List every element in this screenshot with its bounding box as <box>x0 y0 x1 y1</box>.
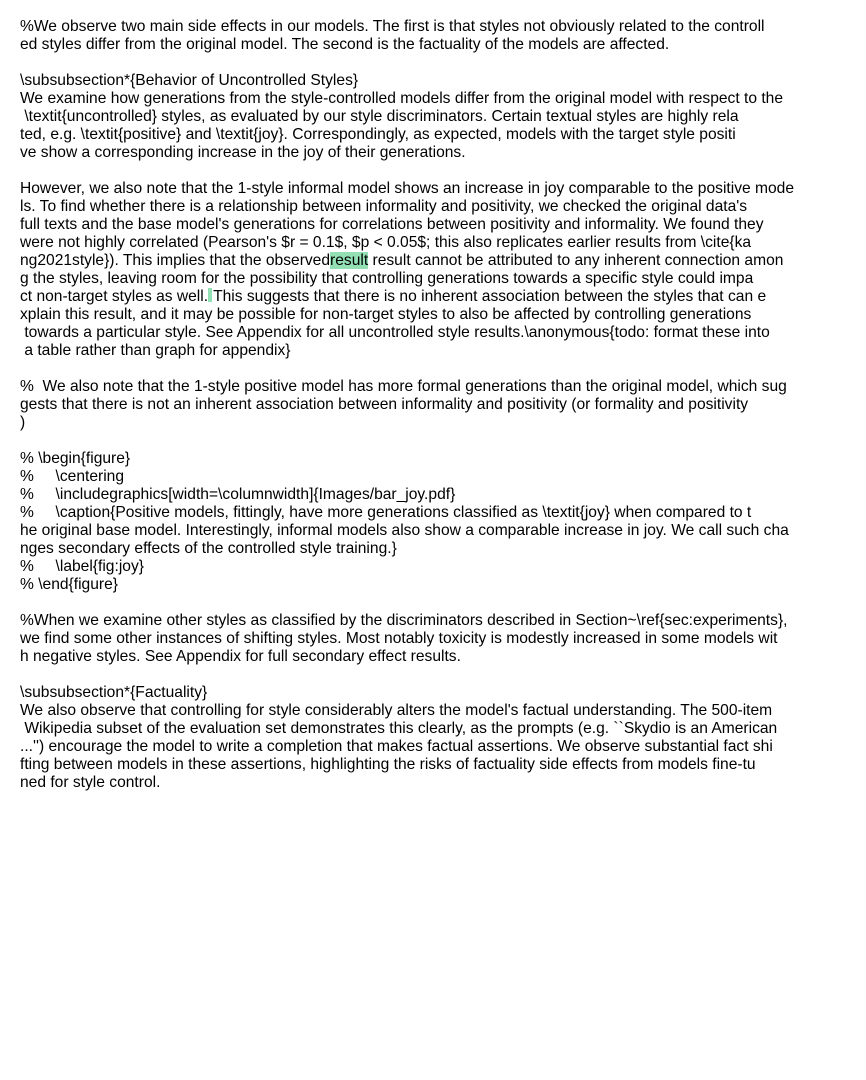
paragraph-gap <box>20 54 846 72</box>
text-segment: ng2021style}). This implies that the observed <box>20 252 331 269</box>
text-line: % \end{figure} <box>20 576 118 593</box>
paragraph <box>20 72 846 162</box>
text-line: nges secondary effects of the controlled style training.} <box>20 540 397 557</box>
highlighted-word[interactable]: result <box>330 252 369 269</box>
paragraph <box>20 684 846 792</box>
document-text[interactable] <box>20 18 846 792</box>
text-line: gests that there is not an inherent association between informality and positivity (or formality and positivity <box>20 396 749 413</box>
text-segment: This suggests that there is no inherent association between the styles that can e <box>213 288 767 305</box>
text-line: ted, e.g. \textit{positive} and \textit{joy}. Correspondingly, as expected, models with the target style positi <box>20 126 736 143</box>
text-line: fting between models in these assertions, highlighting the risks of factuality side effects from models fine-tu <box>20 756 756 773</box>
text-line: ned for style control. <box>20 774 161 791</box>
paragraph <box>20 450 846 594</box>
text-line <box>20 252 846 270</box>
text-line: \textit{uncontrolled} styles, as evaluated by our style discriminators. Certain textual styles are highly rela <box>20 108 739 125</box>
paragraph-gap <box>20 360 846 378</box>
text-segment: ct non-target styles as well. <box>20 288 209 305</box>
text-line <box>20 288 846 306</box>
text-line: we find some other instances of shifting styles. Most notably toxicity is modestly increased in some models wit <box>20 630 778 647</box>
text-line: % \includegraphics[width=\columnwidth]{Images/bar_joy.pdf} <box>20 486 456 503</box>
text-line: he original base model. Interestingly, informal models also show a comparable increase in joy. We call such cha <box>20 522 789 539</box>
paragraph-gap <box>20 666 846 684</box>
paragraph-gap <box>20 432 846 450</box>
text-line: %When we examine other styles as classified by the discriminators described in Section~\ref{sec:experiments}, <box>20 612 788 629</box>
text-line: % We also note that the 1-style positive model has more formal generations than the original model, which sug <box>20 378 787 395</box>
text-line: % \label{fig:joy} <box>20 558 144 575</box>
paragraph <box>20 612 846 666</box>
text-line: were not highly correlated (Pearson's $r = 0.1$, $p < 0.05$; this also replicates earlier results from \cite{ka <box>20 234 752 251</box>
text-line: towards a particular style. See Appendix for all uncontrolled style results.\anonymous{todo: format these into <box>20 324 770 341</box>
text-line: % \centering <box>20 468 125 485</box>
text-line: Wikipedia subset of the evaluation set demonstrates this clearly, as the prompts (e.g. ``Skydio is an American <box>20 720 778 737</box>
paragraph-gap <box>20 594 846 612</box>
text-line: ve show a corresponding increase in the joy of their generations. <box>20 144 466 161</box>
text-line: %We observe two main side effects in our models. The first is that styles not obviously related to the controll <box>20 18 765 35</box>
text-line: We also observe that controlling for style considerably alters the model's factual understanding. The 500-item <box>20 702 773 719</box>
text-line: full texts and the base model's generations for correlations between positivity and informality. We found they <box>20 216 764 233</box>
text-line: ...'') encourage the model to write a completion that makes factual assertions. We observe substantial fact shi <box>20 738 773 755</box>
paragraph-gap <box>20 162 846 180</box>
text-line: % \begin{figure} <box>20 450 131 467</box>
text-line: ) <box>20 414 26 431</box>
text-line: % \caption{Positive models, fittingly, have more generations classified as \textit{joy} when compared to t <box>20 504 752 521</box>
text-cursor-highlight <box>208 288 212 302</box>
text-line: ed styles differ from the original model. The second is the factuality of the models are affected. <box>20 36 670 53</box>
paragraph <box>20 18 846 54</box>
paragraph <box>20 180 846 360</box>
text-line: We examine how generations from the style-controlled models differ from the original model with respect to the <box>20 90 784 107</box>
text-line: g the styles, leaving room for the possibility that controlling generations towards a specific style could impa <box>20 270 754 287</box>
text-line: \subsubsection*{Factuality} <box>20 684 208 701</box>
text-line: h negative styles. See Appendix for full secondary effect results. <box>20 648 461 665</box>
text-line: \subsubsection*{Behavior of Uncontrolled Styles} <box>20 72 359 89</box>
text-line: ls. To find whether there is a relationship between informality and positivity, we checked the original data's <box>20 198 748 215</box>
paragraph <box>20 378 846 432</box>
text-line: However, we also note that the 1-style informal model shows an increase in joy comparable to the positive mode <box>20 180 795 197</box>
text-segment: result cannot be attributed to any inherent connection amon <box>368 252 784 269</box>
text-line: a table rather than graph for appendix} <box>20 342 291 359</box>
text-line: xplain this result, and it may be possible for non-target styles to also be affected by controlling generations <box>20 306 752 323</box>
